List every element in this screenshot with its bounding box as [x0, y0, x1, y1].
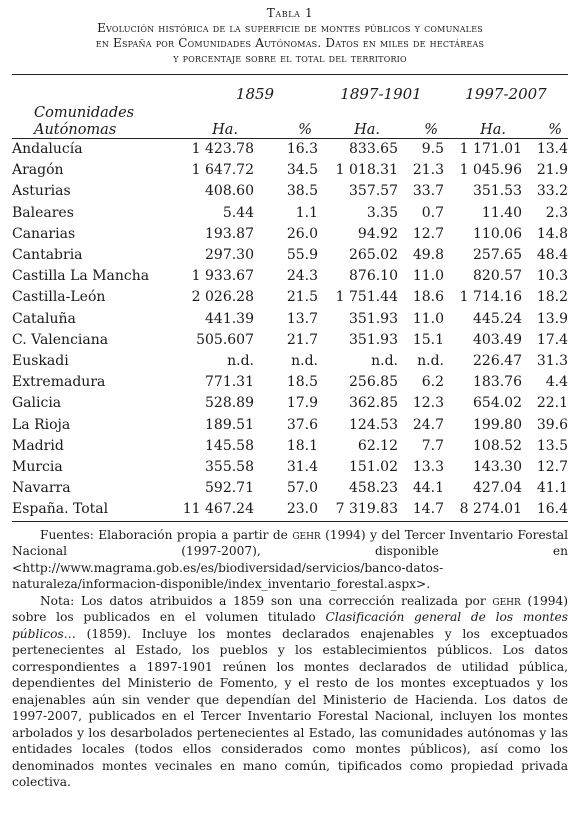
pct-cell: n.d.	[417, 353, 444, 370]
column-header-row	[12, 121, 568, 139]
ha-cell: 505.607	[196, 331, 254, 348]
note-paragraph: Nota: Los datos atribuidos a 1859 son una corrección realizada por gehr (1994) sobre los publicados en el volumen titulado Clasificación general de los montes públicos… (1859). Incluye los montes declarados enajenables y los exceptuados pertenecientes al Estado, los pueblos y los establecimientos públicos. Los datos correspondientes a 1897-1901 reúnen los montes declarados de utilidad pública, dependientes del Ministerio de Fomento, y el resto de los montes exceptuados y los enajenables aún sin vender que dependían del Ministerio de Hacienda. Los datos de 1997-2007, publicados en el Tercer Inventario Forestal Nacional, incluyen los montes arbolados y los desarbolados pertenecientes al Estado, las comunidades autónomas y las entidades locales (todos ellos considerados como montes públicos), así como los denominados montes vecinales en mano común, tipificados como propiedad privada colectiva.	[12, 593, 568, 790]
ha-cell: 145.58	[205, 437, 254, 454]
pct-cell: 18.6	[412, 289, 444, 306]
table-label: Tabla 1	[266, 6, 314, 20]
pct-cell: 10.3	[536, 268, 568, 285]
row-label: Castilla-León	[12, 289, 106, 306]
period-1997-2007: 1997-2007	[465, 85, 547, 103]
table-row	[12, 372, 568, 393]
table-row	[12, 330, 568, 351]
table-row	[12, 181, 568, 202]
ha-cell: 62.12	[357, 437, 398, 454]
ha-cell: 357.57	[349, 183, 398, 200]
ha-cell: 1 714.16	[459, 289, 522, 306]
col-header-pct-1897: %	[424, 122, 438, 138]
ha-cell: 183.76	[473, 374, 522, 391]
pct-cell: 44.1	[412, 480, 444, 497]
row-label: Madrid	[12, 437, 64, 454]
pct-cell: 14.7	[412, 501, 444, 518]
table-row	[12, 478, 568, 499]
row-label: Andalucía	[12, 141, 83, 157]
row-label: Murcia	[12, 459, 63, 476]
ha-cell: 1 423.78	[191, 141, 254, 157]
pct-cell: 1.1	[295, 204, 318, 221]
row-label: Cantabria	[12, 247, 83, 264]
ha-cell: 771.31	[205, 374, 254, 391]
ha-cell: 3.35	[366, 204, 398, 221]
ha-cell: 297.30	[205, 247, 254, 264]
ha-cell: 351.93	[349, 310, 398, 327]
pct-cell: 18.1	[286, 437, 318, 454]
pct-cell: 17.9	[286, 395, 318, 412]
pct-cell: 57.0	[286, 480, 318, 497]
ha-cell: n.d.	[371, 353, 398, 370]
pct-cell: 21.7	[286, 331, 318, 348]
ha-cell: 108.52	[473, 437, 522, 454]
table-title-line-3: y porcentaje sobre el total del territorio	[173, 51, 407, 65]
gehr-abbrev: gehr	[492, 593, 521, 608]
ha-cell: 11 467.24	[182, 501, 254, 518]
col-header-pct-1997: %	[548, 122, 562, 138]
pct-cell: 21.3	[412, 162, 444, 179]
pct-cell: 2.3	[545, 204, 568, 221]
pct-cell: 48.4	[536, 247, 568, 264]
pct-cell: 0.7	[421, 204, 444, 221]
row-label: Asturias	[12, 183, 71, 200]
pct-cell: 15.1	[412, 331, 444, 348]
col-header-ha-1859: Ha.	[212, 122, 238, 138]
ha-cell: 7 319.83	[335, 501, 398, 518]
ha-cell: 257.65	[473, 247, 522, 264]
ha-cell: 820.57	[473, 268, 522, 285]
col-header-ha-1897: Ha.	[354, 122, 380, 138]
table-body	[12, 139, 568, 522]
table-row	[12, 457, 568, 478]
ha-cell: 408.60	[205, 183, 254, 200]
pct-cell: 11.0	[412, 310, 444, 327]
pct-cell: 6.2	[421, 374, 444, 391]
ha-cell: 94.92	[357, 225, 398, 242]
pct-cell: 24.3	[286, 268, 318, 285]
data-table	[12, 74, 568, 522]
pct-cell: 16.3	[286, 141, 318, 157]
pct-cell: 14.8	[536, 225, 568, 242]
pct-cell: 21.9	[536, 162, 568, 179]
ha-cell: 1 171.01	[459, 141, 522, 157]
pct-cell: 38.5	[286, 183, 318, 200]
ha-cell: 654.02	[473, 395, 522, 412]
period-header-row	[12, 75, 568, 104]
pct-cell: 34.5	[286, 162, 318, 179]
pct-cell: 55.9	[286, 247, 318, 264]
ha-cell: 199.80	[473, 416, 522, 433]
ha-cell: 2 026.28	[191, 289, 254, 306]
ha-cell: 351.53	[473, 183, 522, 200]
ha-cell: 351.93	[349, 331, 398, 348]
book-title: Clasificación general de los montes públicos…	[12, 610, 568, 641]
pct-cell: 12.3	[412, 395, 444, 412]
ha-cell: 11.40	[481, 204, 522, 221]
pct-cell: n.d.	[291, 353, 318, 370]
pct-cell: 4.4	[545, 374, 568, 391]
gehr-abbrev: gehr	[292, 527, 321, 542]
table-notes	[12, 527, 568, 791]
table-row	[12, 224, 568, 245]
ha-cell: 441.39	[205, 310, 254, 327]
pct-cell: 13.4	[536, 141, 568, 157]
ha-cell: 528.89	[205, 395, 254, 412]
ha-cell: 1 018.31	[335, 162, 398, 179]
pct-cell: 37.6	[286, 416, 318, 433]
period-1897-1901: 1897-1901	[340, 85, 422, 103]
table-row	[12, 309, 568, 330]
table-row	[12, 351, 568, 372]
inventory-url: <http://www.magrama.gob.es/es/biodiversidad/servicios/banco-datos-naturaleza/informacion-disponible/index_inventario_forestal.aspx>.	[12, 560, 444, 592]
ha-cell: 189.51	[205, 416, 254, 433]
table-caption	[12, 6, 568, 66]
ha-cell: 833.65	[349, 141, 398, 157]
pct-cell: 16.4	[536, 501, 568, 518]
table-row	[12, 139, 568, 161]
ha-cell: 1 045.96	[459, 162, 522, 179]
row-label: Aragón	[12, 162, 64, 179]
period-1859: 1859	[235, 85, 275, 103]
ha-cell: 1 933.67	[191, 268, 254, 285]
pct-cell: 13.9	[536, 310, 568, 327]
ha-cell: 151.02	[349, 459, 398, 476]
table-row	[12, 203, 568, 224]
row-label: Canarias	[12, 225, 76, 242]
pct-cell: 13.5	[536, 437, 568, 454]
pct-cell: 41.1	[536, 480, 568, 497]
pct-cell: 21.5	[286, 289, 318, 306]
row-header-line-1-row	[12, 103, 568, 121]
row-label: C. Valenciana	[12, 331, 109, 348]
pct-cell: 33.2	[536, 183, 568, 200]
ha-cell: 265.02	[349, 247, 398, 264]
table-row	[12, 415, 568, 436]
row-header-line-2: Autónomas	[34, 122, 117, 138]
table-row	[12, 436, 568, 457]
ha-cell: 427.04	[473, 480, 522, 497]
ha-cell: 1 751.44	[335, 289, 398, 306]
pct-cell: 24.7	[412, 416, 444, 433]
pct-cell: 13.3	[412, 459, 444, 476]
pct-cell: 33.7	[412, 183, 444, 200]
row-header-line-1: Comunidades	[34, 105, 135, 121]
row-label: España. Total	[12, 501, 109, 518]
pct-cell: 22.1	[536, 395, 568, 412]
pct-cell: 9.5	[421, 141, 444, 157]
pct-cell: 23.0	[286, 501, 318, 518]
pct-cell: 13.7	[286, 310, 318, 327]
ha-cell: 403.49	[473, 331, 522, 348]
table-row	[12, 287, 568, 308]
row-label: Euskadi	[12, 353, 69, 370]
pct-cell: 12.7	[412, 225, 444, 242]
ha-cell: 592.71	[205, 480, 254, 497]
table-row	[12, 245, 568, 266]
row-label: Navarra	[12, 480, 71, 497]
pct-cell: 12.7	[536, 459, 568, 476]
row-label: Castilla La Mancha	[12, 268, 150, 285]
ha-cell: 256.85	[349, 374, 398, 391]
ha-cell: 445.24	[473, 310, 522, 327]
ha-cell: 5.44	[222, 204, 254, 221]
pct-cell: 31.3	[536, 353, 568, 370]
col-header-pct-1859: %	[298, 122, 312, 138]
ha-cell: 193.87	[205, 225, 254, 242]
pct-cell: 18.2	[536, 289, 568, 306]
table-title-line-2: en España por Comunidades Autónomas. Datos en miles de hectáreas	[95, 36, 485, 50]
ha-cell: 355.58	[205, 459, 254, 476]
pct-cell: 31.4	[286, 459, 318, 476]
ha-cell: 110.06	[473, 225, 522, 242]
ha-cell: 124.53	[349, 416, 398, 433]
pct-cell: 49.8	[412, 247, 444, 264]
table-row	[12, 160, 568, 181]
table-row	[12, 266, 568, 287]
ha-cell: 1 647.72	[191, 162, 254, 179]
col-header-ha-1997: Ha.	[480, 122, 506, 138]
row-label: Baleares	[12, 204, 74, 221]
ha-cell: 226.47	[473, 353, 522, 370]
row-label: La Rioja	[12, 416, 71, 433]
row-label: Extremadura	[12, 374, 106, 391]
pct-cell: 17.4	[536, 331, 568, 348]
table-row	[12, 393, 568, 414]
pct-cell: 26.0	[286, 225, 318, 242]
pct-cell: 18.5	[286, 374, 318, 391]
sources-paragraph: Fuentes: Elaboración propia a partir de gehr (1994) y del Tercer Inventario Forestal Nacional (1997-2007), disponible en <http://www.magrama.gob.es/es/biodiversidad/servicios/banco-datos-naturaleza/informacion-disponible/index_inventario_forestal.aspx>.	[12, 527, 568, 592]
row-label: Cataluña	[12, 310, 76, 327]
pct-cell: 7.7	[421, 437, 444, 454]
table-row	[12, 499, 568, 521]
ha-cell: 458.23	[349, 480, 398, 497]
ha-cell: n.d.	[227, 353, 254, 370]
table-title-line-1: Evolución histórica de la superficie de montes públicos y comunales	[97, 21, 483, 35]
ha-cell: 143.30	[473, 459, 522, 476]
ha-cell: 8 274.01	[459, 501, 522, 518]
pct-cell: 39.6	[536, 416, 568, 433]
row-label: Galicia	[12, 395, 62, 412]
ha-cell: 362.85	[349, 395, 398, 412]
ha-cell: 876.10	[349, 268, 398, 285]
pct-cell: 11.0	[412, 268, 444, 285]
